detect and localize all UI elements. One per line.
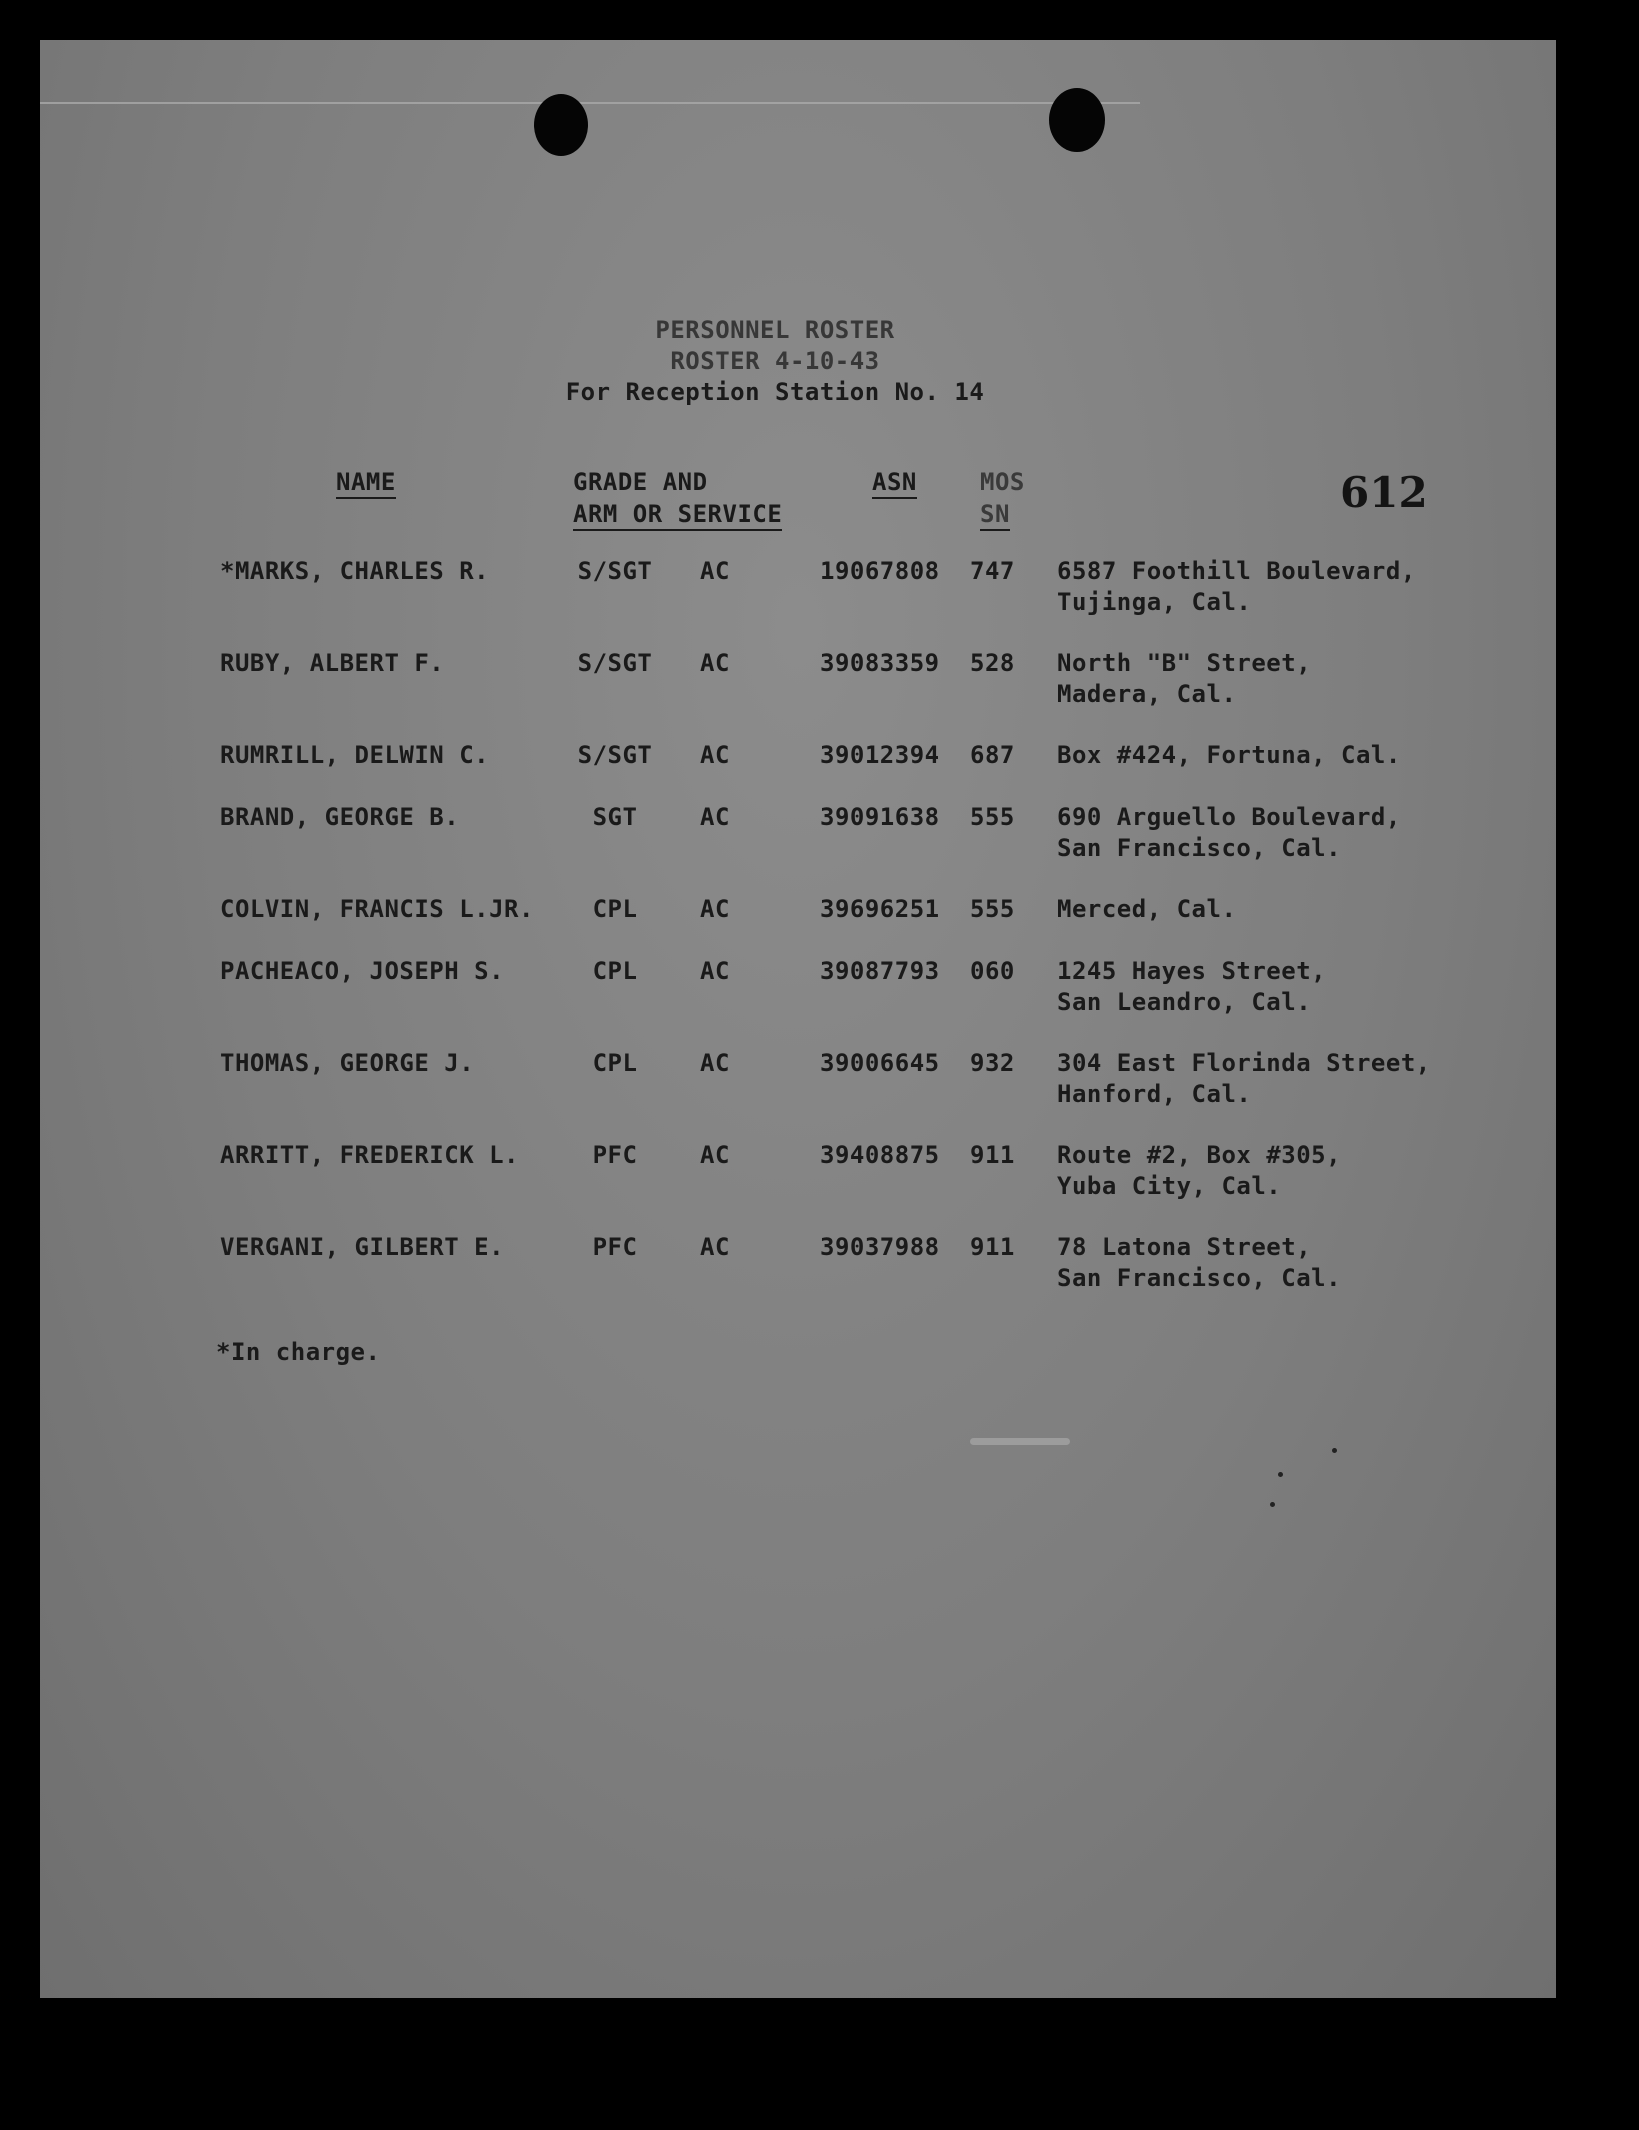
row-grade: S/SGT [577, 557, 653, 585]
row-asn: 19067808 [820, 557, 940, 585]
row-asn: 39083359 [820, 649, 940, 677]
row-address-line-2: San Francisco, Cal. [1057, 834, 1342, 862]
row-address-line-1: 1245 Hayes Street, [1057, 957, 1327, 985]
table-row [40, 1139, 1556, 1203]
table-row [40, 555, 1556, 619]
speck [1270, 1502, 1275, 1507]
row-address-line-2: San Francisco, Cal. [1057, 1264, 1342, 1292]
row-arm: AC [700, 1049, 730, 1077]
row-asn: 39696251 [820, 895, 940, 923]
heading-line-1: PERSONNEL ROSTER [655, 316, 895, 344]
speck [1278, 1472, 1283, 1477]
row-grade: CPL [592, 957, 638, 985]
row-address-line-1: North "B" Street, [1057, 649, 1312, 677]
row-address-line-2: Yuba City, Cal. [1057, 1172, 1282, 1200]
column-header-grade [573, 466, 782, 530]
row-address-line-2: Hanford, Cal. [1057, 1080, 1252, 1108]
table-row [40, 893, 1556, 957]
row-address-line-1: Box #424, Fortuna, Cal. [1057, 741, 1401, 769]
row-name: COLVIN, FRANCIS L.JR. [220, 895, 534, 923]
row-arm: AC [700, 803, 730, 831]
row-asn: 39408875 [820, 1141, 940, 1169]
row-address-line-2: Madera, Cal. [1057, 680, 1237, 708]
footnote: *In charge. [216, 1338, 381, 1366]
row-asn: 39012394 [820, 741, 940, 769]
row-address-line-1: 304 East Florinda Street, [1057, 1049, 1431, 1077]
row-name: *MARKS, CHARLES R. [220, 557, 490, 585]
punch-hole-left [534, 94, 588, 156]
row-name: BRAND, GEORGE B. [220, 803, 460, 831]
top-rule [40, 102, 1140, 104]
row-address-line-1: 6587 Foothill Boulevard, [1057, 557, 1416, 585]
column-header-grade-line-2: ARM OR SERVICE [573, 500, 782, 531]
table-row [40, 739, 1556, 803]
table-row [40, 955, 1556, 1019]
row-grade: PFC [592, 1141, 638, 1169]
column-header-mos [980, 466, 1025, 530]
row-mos: 932 [970, 1049, 1015, 1077]
heading-line-2: ROSTER 4-10-43 [670, 347, 880, 375]
row-mos: 687 [970, 741, 1015, 769]
row-name: THOMAS, GEORGE J. [220, 1049, 475, 1077]
heading-line-3: For Reception Station No. 14 [565, 378, 985, 406]
row-asn: 39006645 [820, 1049, 940, 1077]
row-name: ARRITT, FREDERICK L. [220, 1141, 519, 1169]
row-asn: 39091638 [820, 803, 940, 831]
row-mos: 060 [970, 957, 1015, 985]
punch-hole-right [1049, 88, 1105, 152]
row-arm: AC [700, 957, 730, 985]
column-header-mos-line-1: MOS [980, 468, 1025, 496]
row-grade: S/SGT [577, 649, 653, 677]
row-arm: AC [700, 1233, 730, 1261]
row-grade: S/SGT [577, 741, 653, 769]
column-header-grade-line-1: GRADE AND [573, 468, 708, 496]
smudge-mark [970, 1438, 1070, 1445]
page-number: 612 [1340, 468, 1428, 517]
row-arm: AC [700, 649, 730, 677]
row-address-line-2: Tujinga, Cal. [1057, 588, 1252, 616]
row-address-line-1: 78 Latona Street, [1057, 1233, 1312, 1261]
column-header-mos-line-2: SN [980, 500, 1010, 531]
row-name: RUMRILL, DELWIN C. [220, 741, 490, 769]
row-asn: 39087793 [820, 957, 940, 985]
row-name: PACHEACO, JOSEPH S. [220, 957, 505, 985]
row-mos: 911 [970, 1233, 1015, 1261]
row-address-line-2: San Leandro, Cal. [1057, 988, 1312, 1016]
row-mos: 528 [970, 649, 1015, 677]
roster-page [40, 40, 1556, 1998]
column-header-name [336, 466, 396, 498]
speck [1332, 1448, 1337, 1453]
row-grade: SGT [592, 803, 638, 831]
row-address-line-1: Merced, Cal. [1057, 895, 1237, 923]
roster-heading [440, 315, 1110, 408]
row-mos: 555 [970, 895, 1015, 923]
row-name: RUBY, ALBERT F. [220, 649, 445, 677]
row-mos: 911 [970, 1141, 1015, 1169]
row-mos: 747 [970, 557, 1015, 585]
row-arm: AC [700, 557, 730, 585]
table-row [40, 801, 1556, 865]
row-arm: AC [700, 741, 730, 769]
row-arm: AC [700, 895, 730, 923]
column-header-asn [872, 466, 917, 498]
table-row [40, 1047, 1556, 1111]
column-header-asn-label: ASN [872, 468, 917, 499]
column-header-name-label: NAME [336, 468, 396, 499]
row-address-line-1: 690 Arguello Boulevard, [1057, 803, 1401, 831]
row-address-line-1: Route #2, Box #305, [1057, 1141, 1342, 1169]
row-arm: AC [700, 1141, 730, 1169]
row-asn: 39037988 [820, 1233, 940, 1261]
row-grade: CPL [592, 1049, 638, 1077]
table-row [40, 1231, 1556, 1295]
row-name: VERGANI, GILBERT E. [220, 1233, 505, 1261]
table-row [40, 647, 1556, 711]
row-grade: PFC [592, 1233, 638, 1261]
row-grade: CPL [592, 895, 638, 923]
row-mos: 555 [970, 803, 1015, 831]
